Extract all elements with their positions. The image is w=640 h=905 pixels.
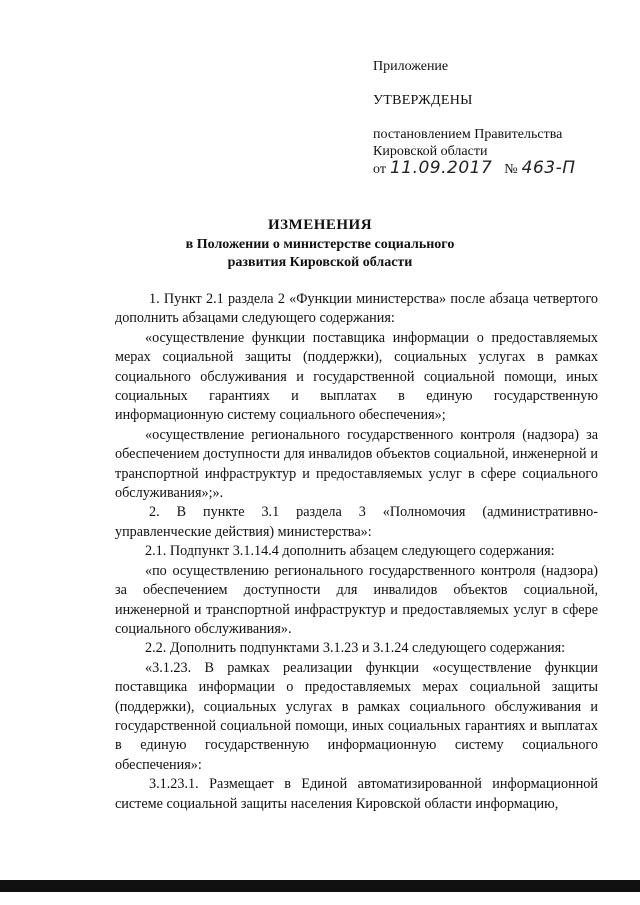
title-sub-1: в Положении о министерстве социального: [185, 237, 455, 252]
paragraph-4: 2. В пункте 3.1 раздела 3 «Полномочия (административно-управленческие действия) министерства»:: [115, 504, 598, 540]
paragraph-2: «осуществление функции поставщика информации о предоставляемых мерах социальной защиты (поддержки), социальных услугах в рамках социального обслуживания и государственной социальной помощи, иных социальных гарантиях и выплатах в единую государственную информационную систему социального обеспечения»;: [115, 329, 598, 424]
appendix-label: Приложение: [373, 59, 449, 74]
paragraph-6: «по осуществлению регионального государственного контроля (надзора) за обеспечением доступности для инвалидов объектов социальной, инженерной и транспортной инфраструктур и предоставляемых услуг в сфере социального обслуживания».: [115, 562, 598, 637]
decree-line-2: Кировской области: [373, 144, 488, 159]
paragraph-5: 2.1. Подпункт 3.1.14.4 дополнить абзацем следующего содержания:: [145, 543, 555, 560]
paragraph-1: 1. Пункт 2.1 раздела 2 «Функции министерства» после абзаца четвертого дополнить абзацами следующего содержания:: [115, 291, 598, 327]
paragraph-7: 2.2. Дополнить подпунктами 3.1.23 и 3.1.24 следующего содержания:: [145, 640, 566, 657]
number-label: №: [504, 162, 518, 177]
from-label: от: [373, 162, 386, 177]
paragraph-9: 3.1.23.1. Размещает в Единой автоматизированной информационной системе социальной защиты населения Кировской области информацию,: [115, 776, 598, 812]
decree-date-line: [373, 160, 613, 178]
handwritten-date: 11.09.2017: [389, 158, 493, 178]
title-main: ИЗМЕНЕНИЯ: [267, 217, 373, 233]
title-sub-2: развития Кировской области: [227, 255, 413, 270]
paragraph-8: «3.1.23. В рамках реализации функции «осуществление функции поставщика информации о предоставляемых мерах социальной защиты (поддержки), социальных услугах в рамках социального обслуживания и государственной социальной помощи, иных социальных гарантиях и выплатах в единую государственную информационную систему социального обеспечения»:: [115, 659, 598, 773]
approved-label: УТВЕРЖДЕНЫ: [373, 93, 473, 108]
document-body: [115, 290, 598, 814]
decree-line-1: постановлением Правительства: [373, 127, 563, 142]
scan-edge-bar: [0, 880, 640, 892]
paragraph-3: «осуществление регионального государственного контроля (надзора) за обеспечением доступности для инвалидов объектов социальной, инженерной и транспортной инфраструктур и предоставляемых услуг в сфере социального обслуживания»;».: [115, 426, 598, 502]
approval-block: [373, 58, 613, 178]
handwritten-number: 463-П: [521, 158, 576, 178]
document-title: [150, 217, 490, 272]
